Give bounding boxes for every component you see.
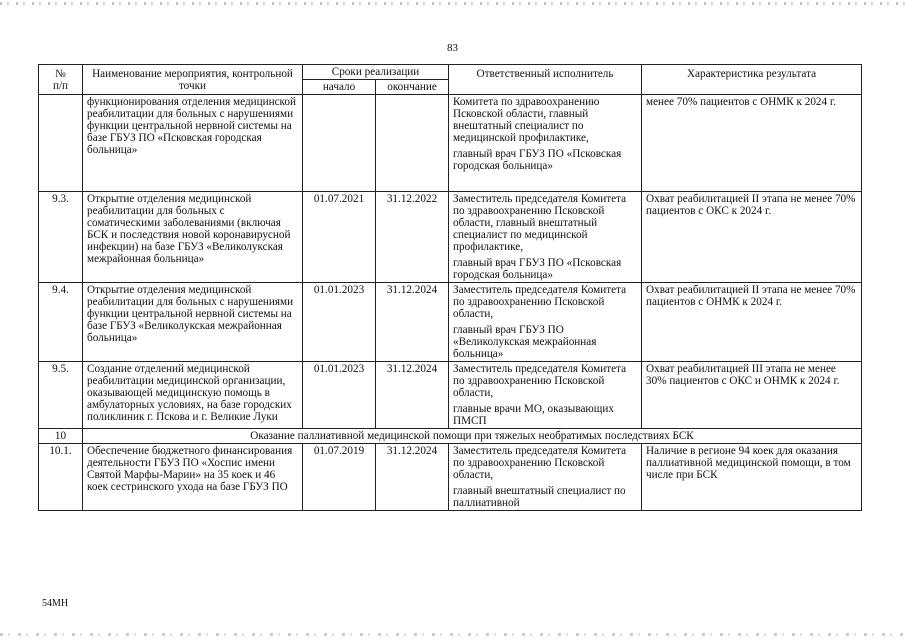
row-name: Создание отделений медицинской реабилитации медицинской организации, оказывающей медицинскую помощь в амбулаторных условиях, на базе городских поликлиник г. Пскова и г. Великие Луки xyxy=(83,362,303,429)
table-row xyxy=(39,283,862,362)
scan-artifact-bottom xyxy=(0,633,905,636)
table-row xyxy=(39,192,862,283)
row-result: менее 70% пациентов с ОНМК к 2024 г. xyxy=(642,95,862,192)
row-name: Открытие отделения медицинской реабилитации для больных с нарушениями функции центральной нервной системы на базе ГБУЗ «Великолукская межрайонная больница» xyxy=(83,283,303,362)
row-responsible xyxy=(449,444,642,511)
table-row xyxy=(39,95,862,192)
row-num: 9.4. xyxy=(39,283,83,362)
section-title: Оказание паллиативной медицинской помощи при тяжелых необратимых последствиях БСК xyxy=(83,429,862,444)
row-result: Охват реабилитацией III этапа не менее 30% пациентов с ОКС и ОНМК к 2024 г. xyxy=(642,362,862,429)
row-start: 01.01.2023 xyxy=(303,362,376,429)
row-end: 31.12.2022 xyxy=(376,192,449,283)
row-responsible xyxy=(449,192,642,283)
header-end: окончание xyxy=(376,80,449,95)
row-responsible-part-a: Комитета по здравоохранению Псковской области, главный внештатный специалист по медицинской профилактике, xyxy=(453,96,600,144)
header-result: Характеристика результата xyxy=(642,65,862,95)
row-start: 01.01.2023 xyxy=(303,283,376,362)
row-responsible-part-b: главные врачи МО, оказывающих ПМСП xyxy=(453,403,614,427)
section-num: 10 xyxy=(39,429,83,444)
section-row xyxy=(39,429,862,444)
row-start: 01.07.2019 xyxy=(303,444,376,511)
table-row xyxy=(39,444,862,511)
table-header-row xyxy=(39,65,862,80)
row-end: 31.12.2024 xyxy=(376,444,449,511)
row-start: 01.07.2021 xyxy=(303,192,376,283)
scan-artifact-top xyxy=(0,2,905,5)
row-result: Охват реабилитацией II этапа не менее 70% пациентов с ОКС к 2024 г. xyxy=(642,192,862,283)
row-num: 9.3. xyxy=(39,192,83,283)
header-period: Сроки реализации xyxy=(303,65,449,80)
row-name: функционирования отделения медицинской реабилитации для больных с нарушениями функции центральной нервной системы на базе ГБУЗ ПО «Псковская городская больница» xyxy=(83,95,303,192)
row-responsible-part-b: главный врач ГБУЗ ПО «Псковская городская больница» xyxy=(453,257,622,281)
row-responsible-part-b: главный врач ГБУЗ ПО «Псковская городская больница» xyxy=(453,148,622,172)
row-result: Охват реабилитацией II этапа не менее 70% пациентов с ОНМК к 2024 г. xyxy=(642,283,862,362)
row-end: 31.12.2024 xyxy=(376,283,449,362)
table-row xyxy=(39,362,862,429)
row-responsible-part-a: Заместитель председателя Комитета по здравоохранению Псковской области, xyxy=(453,363,627,399)
header-num: № п/п xyxy=(39,65,83,95)
row-responsible xyxy=(449,362,642,429)
row-name: Открытие отделения медицинской реабилитации для больных с соматическими заболеваниями (включая БСК и последствия новой коронавирусной инфекции) на базе ГБУЗ «Великолукская межрайонная больница» xyxy=(83,192,303,283)
header-name: Наименование мероприятия, контрольной точки xyxy=(83,65,303,95)
footer-code: 54МН xyxy=(42,598,69,609)
row-start xyxy=(303,95,376,192)
header-start: начало xyxy=(303,80,376,95)
measures-table xyxy=(38,64,862,511)
row-end xyxy=(376,95,449,192)
row-responsible xyxy=(449,95,642,192)
row-end: 31.12.2024 xyxy=(376,362,449,429)
row-num xyxy=(39,95,83,192)
header-responsible: Ответственный исполнитель xyxy=(449,65,642,95)
row-num: 9.5. xyxy=(39,362,83,429)
page-number: 83 xyxy=(447,42,458,54)
row-responsible-part-b: главный внештатный специалист по паллиативной xyxy=(453,485,626,509)
row-responsible xyxy=(449,283,642,362)
row-name: Обеспечение бюджетного финансирования деятельности ГБУЗ ПО «Хоспис имени Святой Марфы-Марии» на 35 коек и 46 коек сестринского ухода на базе ГБУЗ ПО xyxy=(83,444,303,511)
row-num: 10.1. xyxy=(39,444,83,511)
row-responsible-part-a: Заместитель председателя Комитета по здравоохранению Псковской области, xyxy=(453,445,627,481)
row-responsible-part-a: Заместитель председателя Комитета по здравоохранению Псковской области, xyxy=(453,284,627,320)
row-responsible-part-b: главный врач ГБУЗ ПО «Великолукская межрайонная больница» xyxy=(453,324,597,360)
row-responsible-part-a: Заместитель председателя Комитета по здравоохранению Псковской области, главный внештатный специалист по медицинской профилактике, xyxy=(453,193,627,253)
row-result: Наличие в регионе 94 коек для оказания паллиативной медицинской помощи, в том числе при БСК xyxy=(642,444,862,511)
